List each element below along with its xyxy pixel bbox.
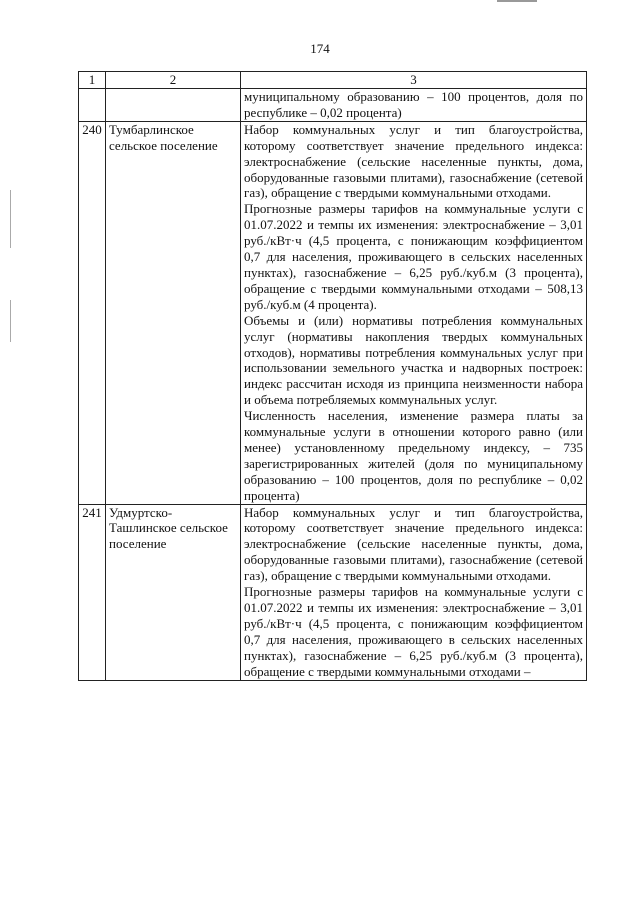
paragraph: муниципальному образованию – 100 процентов, доля по республике – 0,02 процента) <box>244 89 583 120</box>
row-text-cell <box>241 504 587 680</box>
header-cell-1: 1 <box>79 72 106 89</box>
row-number-cell <box>79 89 106 122</box>
table-row-continuation <box>79 89 587 122</box>
paragraph: Численность населения, изменение размера платы за коммунальные услуги в отношении которого равно (или менее) установленному предельному индексу, – 735 зарегистрированных жителей (доля по муниципальному образованию – 100 процентов, доля по республике – 0,02 процента) <box>244 408 583 503</box>
table-row <box>79 121 587 504</box>
paragraph: Прогнозные размеры тарифов на коммунальные услуги с 01.07.2022 и темпы их изменения: электроснабжение – 3,01 руб./кВт·ч (4,5 процента, с понижающим коэффициентом 0,7 для населения, проживающего в сельских населенных пунктах), газоснабжение – 6,25 руб./куб.м (3 процента), обращение с твердыми коммунальными отходами – <box>244 584 583 679</box>
paragraph: Набор коммунальных услуг и тип благоустройства, которому соответствует значение предельного индекса: электроснабжение (сельские населенные пункты, дома, оборудованные газовыми плитами), газоснабжение (сетевой газ), обращение с твердыми коммунальными отходами. <box>244 504 583 584</box>
paragraph: Набор коммунальных услуг и тип благоустройства, которому соответствует значение предельного индекса: электроснабжение (сельские населенные пункты, дома, оборудованные газовыми плитами), газоснабжение (сетевой газ), обращение с твердыми коммунальными отходами. <box>244 121 583 201</box>
scan-margin-line <box>10 300 11 342</box>
header-cell-3: 3 <box>241 72 587 89</box>
row-number-cell: 240 <box>79 121 106 504</box>
row-text-cell <box>241 89 587 122</box>
row-text-cell <box>241 121 587 504</box>
table-header-row <box>79 72 587 89</box>
row-number-cell: 241 <box>79 504 106 680</box>
scan-mark <box>497 0 537 2</box>
document-table <box>78 71 587 681</box>
paragraph: Прогнозные размеры тарифов на коммунальные услуги с 01.07.2022 и темпы их изменения: электроснабжение – 3,01 руб./кВт·ч (4,5 процента, с понижающим коэффициентом 0,7 для населения, проживающего в сельских населенных пунктах), газоснабжение – 6,25 руб./куб.м (3 процента), обращение с твердыми коммунальными отходами – 508,13 руб./куб.м (4 процента). <box>244 201 583 312</box>
header-cell-2: 2 <box>106 72 241 89</box>
table-row <box>79 504 587 680</box>
scan-margin-line <box>10 190 11 248</box>
row-name-cell: Тумбарлинское сельское поселение <box>106 121 241 504</box>
paragraph: Объемы и (или) нормативы потребления коммунальных услуг (нормативы накопления твердых коммунальных отходов), нормативы потребления коммунальных услуг при использовании земельного участка и надворных построек: индекс рассчитан исходя из принципа неизменности набора и объема потребляемых коммунальных услуг. <box>244 312 583 408</box>
row-name-cell: Удмуртско-Ташлинское сельское поселение <box>106 504 241 680</box>
row-name-cell <box>106 89 241 122</box>
page-number: 174 <box>310 41 330 56</box>
